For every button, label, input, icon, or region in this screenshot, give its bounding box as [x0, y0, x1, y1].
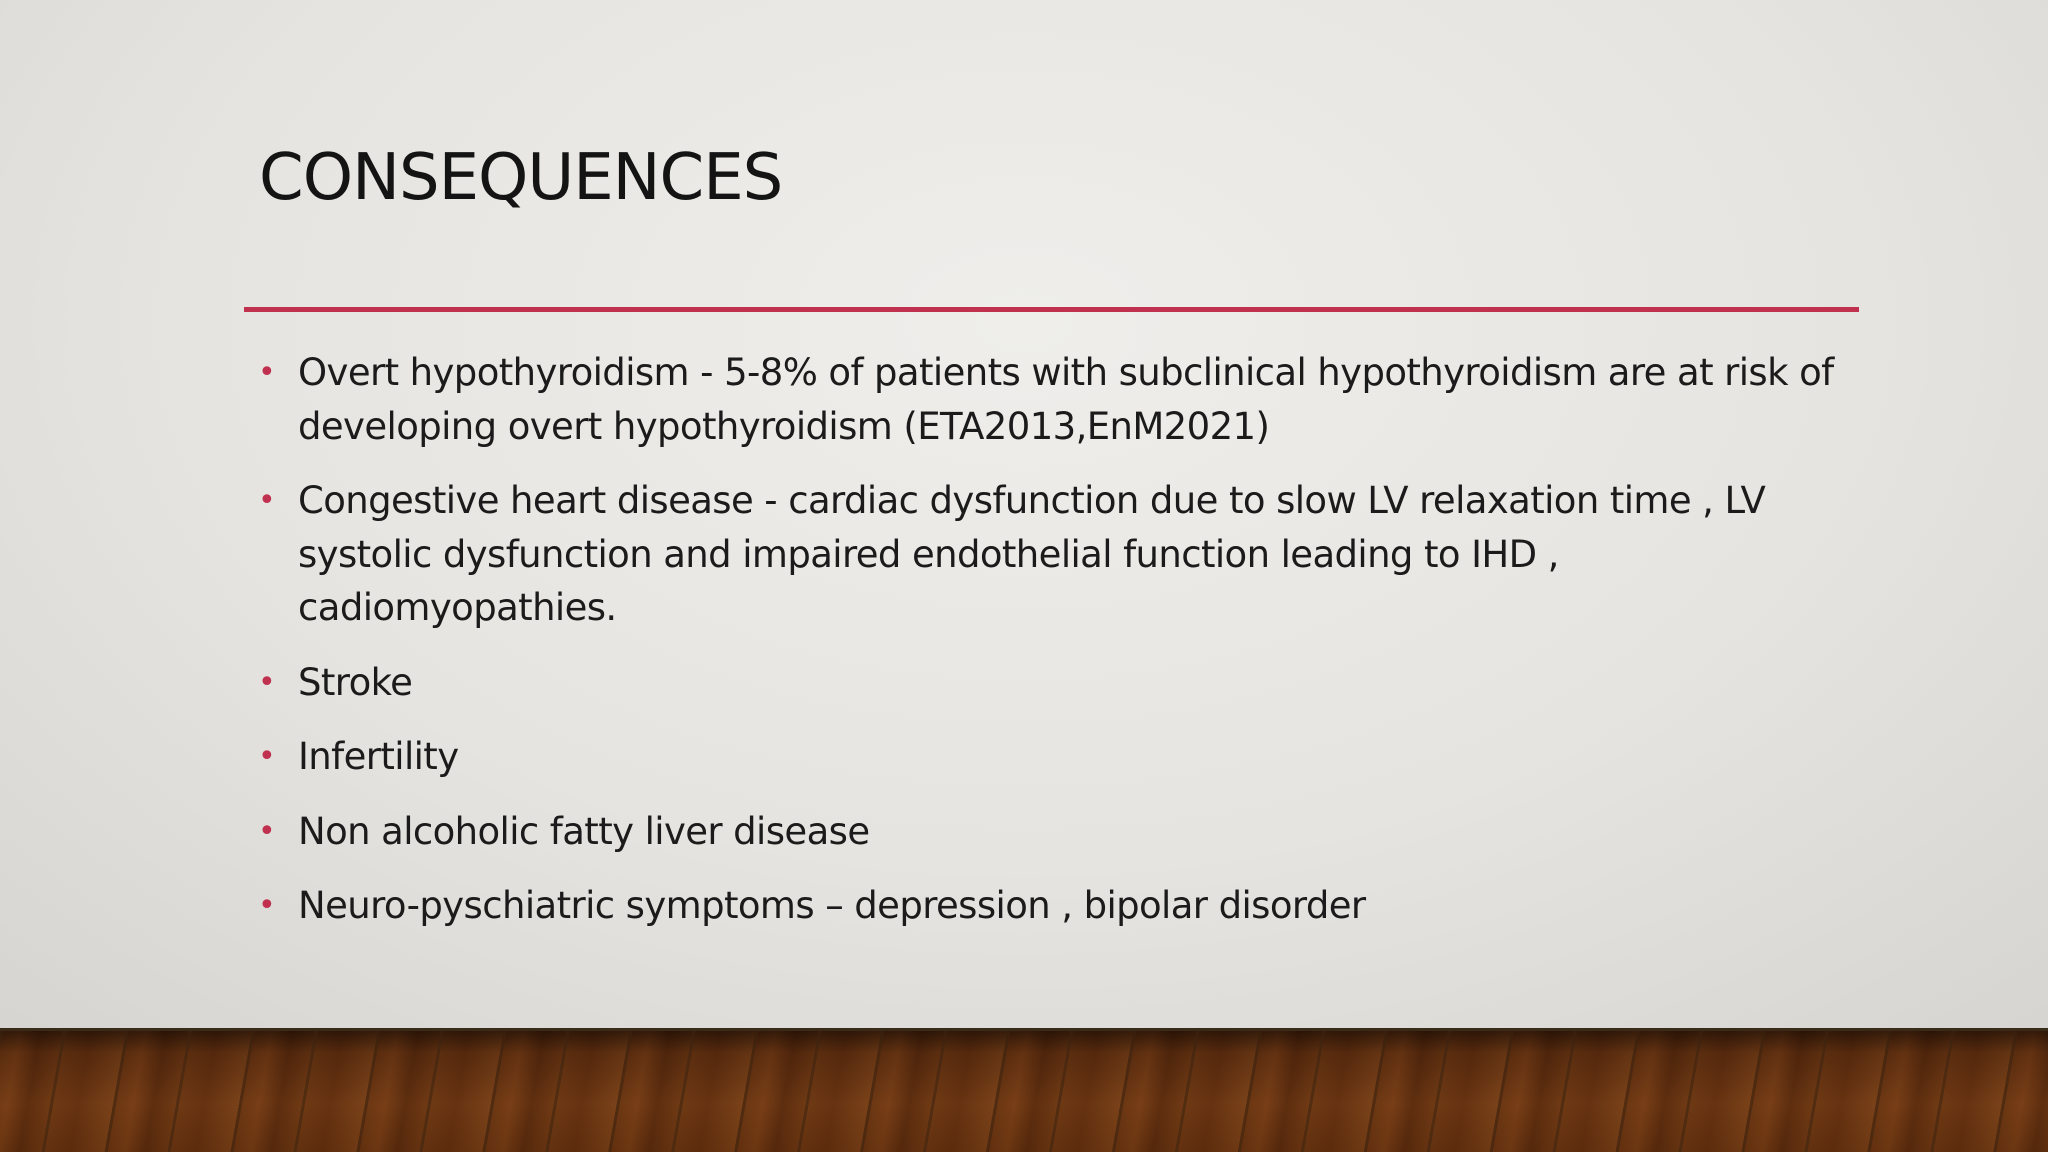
bullet-icon: • — [258, 483, 276, 518]
bullet-list — [258, 346, 1858, 954]
list-item-text: Congestive heart disease - cardiac dysfunction due to slow LV relaxation time , LV systolic dysfunction and impaired endothelial function leading to IHD , cadiomyopathies. — [298, 479, 1766, 629]
list-item — [258, 805, 1858, 859]
bullet-icon: • — [258, 355, 276, 390]
wood-floor-background — [0, 1028, 2048, 1152]
list-item-text: Non alcoholic fatty liver disease — [298, 809, 870, 853]
list-item-text: Overt hypothyroidism - 5-8% of patients with subclinical hypothyroidism are at risk of developing overt hypothyroidism (ETA2013,EnM2021) — [298, 351, 1834, 448]
list-item-text: Neuro-pyschiatric symptoms – depression , bipolar disorder — [298, 884, 1366, 927]
bullet-icon: • — [258, 888, 276, 923]
list-item-text: Stroke — [298, 660, 413, 704]
list-item — [258, 656, 1858, 710]
list-item — [258, 474, 1858, 635]
bullet-icon: • — [258, 739, 276, 774]
slide-title: CONSEQUENCES — [259, 141, 783, 215]
title-divider — [244, 307, 1859, 312]
list-item — [258, 730, 1858, 784]
bullet-icon: • — [258, 813, 276, 849]
list-item — [258, 879, 1858, 933]
bullet-icon: • — [258, 664, 276, 700]
list-item-text: Infertility — [298, 735, 459, 778]
list-item — [258, 346, 1858, 453]
